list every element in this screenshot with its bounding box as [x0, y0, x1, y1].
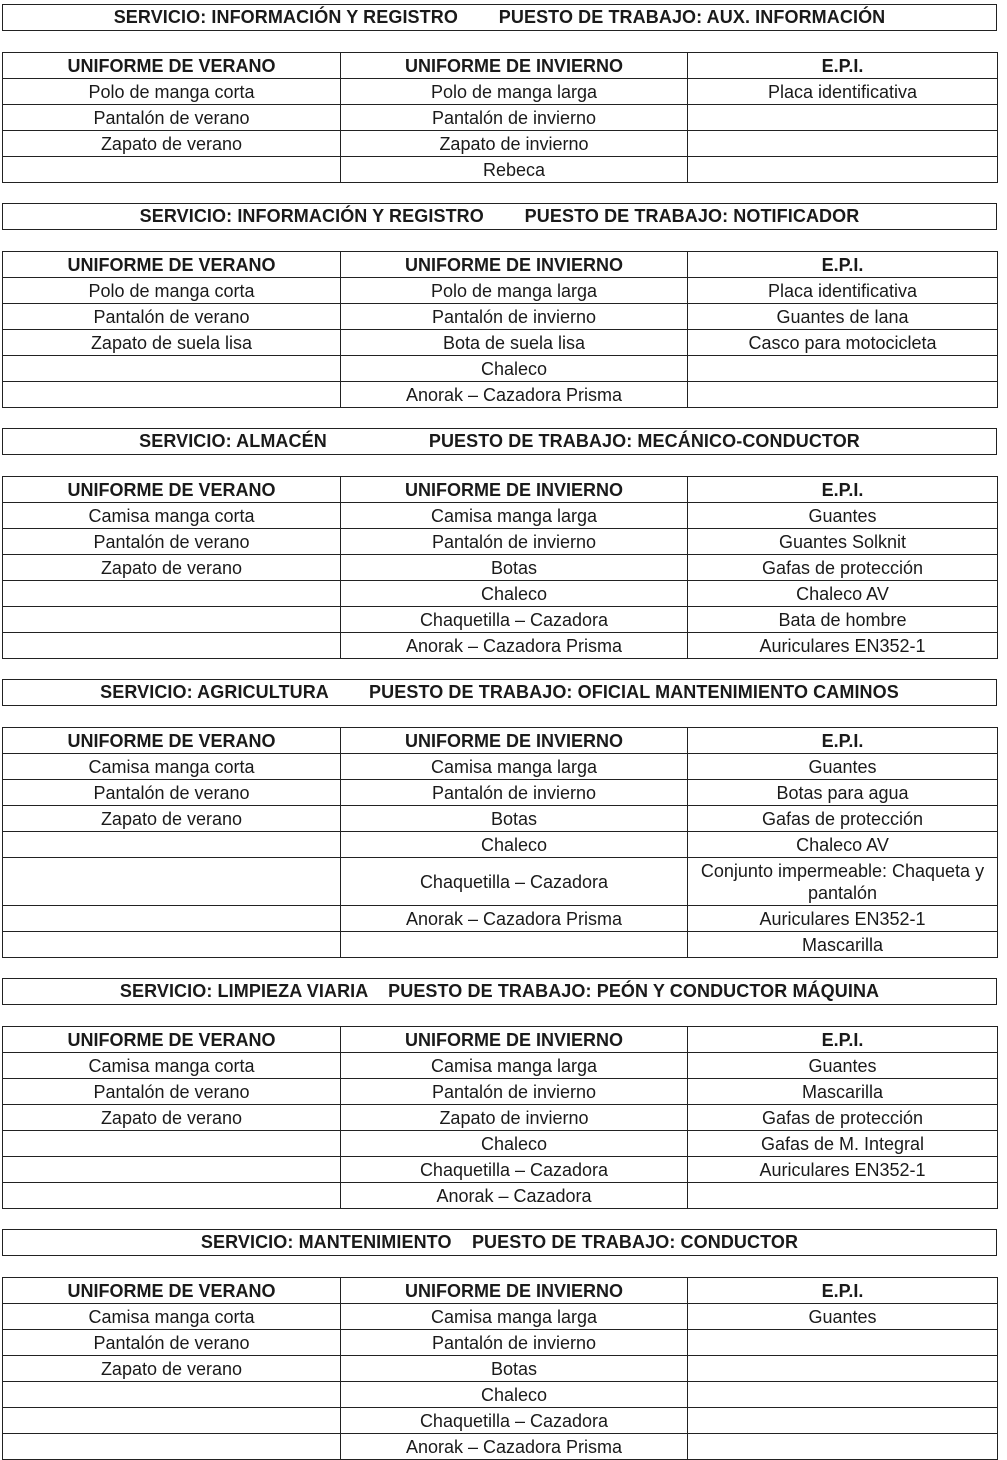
- table-cell: Camisa manga corta: [3, 1304, 341, 1330]
- table-cell: Chaleco AV: [688, 581, 998, 607]
- table-row: [3, 330, 998, 356]
- table-cell: Guantes Solknit: [688, 529, 998, 555]
- table-cell: Polo de manga corta: [3, 79, 341, 105]
- table-cell: Botas para agua: [688, 780, 998, 806]
- table-cell: Polo de manga larga: [341, 278, 688, 304]
- table-cell: Casco para motocicleta: [688, 330, 998, 356]
- table-cell: Pantalón de verano: [3, 1330, 341, 1356]
- table-cell: [3, 1157, 341, 1183]
- table-row: [3, 754, 998, 780]
- table-cell: [3, 382, 341, 408]
- table-row: [3, 382, 998, 408]
- table-row: [3, 79, 998, 105]
- table-cell: [3, 1408, 341, 1434]
- table-cell: [3, 1131, 341, 1157]
- table-cell: Chaleco AV: [688, 832, 998, 858]
- table-cell: [341, 932, 688, 958]
- table-row: [3, 780, 998, 806]
- column-header: UNIFORME DE INVIERNO: [341, 477, 688, 503]
- section-header: SERVICIO: LIMPIEZA VIARIA PUESTO DE TRABAJO: PEÓN Y CONDUCTOR MÁQUINA: [2, 978, 997, 1005]
- table-cell: Camisa manga larga: [341, 1053, 688, 1079]
- table-cell: Zapato de verano: [3, 1105, 341, 1131]
- table-row: [3, 581, 998, 607]
- table-cell: Chaleco: [341, 581, 688, 607]
- table-cell: Zapato de invierno: [341, 1105, 688, 1131]
- table-row: [3, 356, 998, 382]
- equipment-table: [2, 1026, 998, 1209]
- table-cell: Gafas de protección: [688, 555, 998, 581]
- table-cell: Chaleco: [341, 356, 688, 382]
- table-header-row: [3, 728, 998, 754]
- table-cell: [3, 1382, 341, 1408]
- table-cell: Botas: [341, 806, 688, 832]
- table-cell: Zapato de invierno: [341, 131, 688, 157]
- column-header: UNIFORME DE INVIERNO: [341, 252, 688, 278]
- table-row: [3, 1079, 998, 1105]
- table-cell: Anorak – Cazadora Prisma: [341, 1434, 688, 1460]
- table-row: [3, 633, 998, 659]
- table-cell: Zapato de verano: [3, 555, 341, 581]
- table-cell: Camisa manga larga: [341, 503, 688, 529]
- table-cell: Guantes de lana: [688, 304, 998, 330]
- table-row: [3, 932, 998, 958]
- table-header-row: [3, 477, 998, 503]
- table-cell: [688, 1408, 998, 1434]
- table-cell: Pantalón de verano: [3, 304, 341, 330]
- table-cell: Chaquetilla – Cazadora: [341, 1157, 688, 1183]
- table-row: [3, 1105, 998, 1131]
- table-cell: Anorak – Cazadora: [341, 1183, 688, 1209]
- equipment-table: [2, 727, 998, 958]
- section-header: SERVICIO: ALMACÉN PUESTO DE TRABAJO: MECÁNICO-CONDUCTOR: [2, 428, 997, 455]
- table-cell: Pantalón de verano: [3, 1079, 341, 1105]
- table-cell: Bata de hombre: [688, 607, 998, 633]
- table-cell: Botas: [341, 1356, 688, 1382]
- table-cell: [3, 1183, 341, 1209]
- equipment-table: [2, 476, 998, 659]
- table-cell: Chaquetilla – Cazadora: [341, 1408, 688, 1434]
- equipment-section: [2, 978, 997, 1229]
- table-cell: Guantes: [688, 1053, 998, 1079]
- table-cell: Chaleco: [341, 1131, 688, 1157]
- table-cell: [688, 1382, 998, 1408]
- table-cell: [688, 1434, 998, 1460]
- table-row: [3, 607, 998, 633]
- column-header: E.P.I.: [688, 252, 998, 278]
- column-header: E.P.I.: [688, 53, 998, 79]
- table-header-row: [3, 1027, 998, 1053]
- column-header: UNIFORME DE VERANO: [3, 477, 341, 503]
- table-row: [3, 555, 998, 581]
- table-cell: Zapato de suela lisa: [3, 330, 341, 356]
- table-cell: Camisa manga larga: [341, 754, 688, 780]
- table-cell: Auriculares EN352-1: [688, 906, 998, 932]
- table-cell: [688, 1183, 998, 1209]
- table-header-row: [3, 53, 998, 79]
- table-cell: Zapato de verano: [3, 1356, 341, 1382]
- table-row: [3, 1382, 998, 1408]
- table-row: [3, 304, 998, 330]
- table-row: [3, 858, 998, 906]
- section-header: SERVICIO: MANTENIMIENTO PUESTO DE TRABAJO: CONDUCTOR: [2, 1229, 997, 1256]
- column-header: UNIFORME DE INVIERNO: [341, 53, 688, 79]
- table-cell: Anorak – Cazadora Prisma: [341, 633, 688, 659]
- table-cell: [3, 1434, 341, 1460]
- table-row: [3, 1356, 998, 1382]
- table-cell: Pantalón de verano: [3, 529, 341, 555]
- table-cell: Gafas de M. Integral: [688, 1131, 998, 1157]
- table-cell: [3, 932, 341, 958]
- table-header-row: [3, 252, 998, 278]
- equipment-section: [2, 4, 997, 203]
- column-header: UNIFORME DE VERANO: [3, 1027, 341, 1053]
- table-cell: [3, 832, 341, 858]
- table-cell: [3, 157, 341, 183]
- table-cell: Camisa manga larga: [341, 1304, 688, 1330]
- document: [2, 4, 997, 1460]
- table-row: [3, 157, 998, 183]
- column-header: E.P.I.: [688, 1278, 998, 1304]
- table-cell: Chaleco: [341, 832, 688, 858]
- table-cell: Botas: [341, 555, 688, 581]
- table-cell: Camisa manga corta: [3, 754, 341, 780]
- table-cell: [688, 356, 998, 382]
- table-cell: Polo de manga larga: [341, 79, 688, 105]
- table-row: [3, 1304, 998, 1330]
- table-cell: Pantalón de verano: [3, 780, 341, 806]
- table-cell: Gafas de protección: [688, 806, 998, 832]
- table-cell: Zapato de verano: [3, 131, 341, 157]
- section-header: SERVICIO: AGRICULTURA PUESTO DE TRABAJO: OFICIAL MANTENIMIENTO CAMINOS: [2, 679, 997, 706]
- table-cell: [3, 633, 341, 659]
- table-cell: [688, 1330, 998, 1356]
- column-header: E.P.I.: [688, 477, 998, 503]
- table-cell: Auriculares EN352-1: [688, 633, 998, 659]
- table-cell: Camisa manga corta: [3, 503, 341, 529]
- table-cell: Zapato de verano: [3, 806, 341, 832]
- table-cell: Mascarilla: [688, 932, 998, 958]
- table-row: [3, 1131, 998, 1157]
- table-row: [3, 503, 998, 529]
- table-row: [3, 1408, 998, 1434]
- table-cell: Pantalón de invierno: [341, 105, 688, 131]
- table-cell: Placa identificativa: [688, 79, 998, 105]
- column-header: E.P.I.: [688, 728, 998, 754]
- column-header: UNIFORME DE VERANO: [3, 728, 341, 754]
- table-cell: Chaquetilla – Cazadora: [341, 858, 688, 906]
- table-cell: Placa identificativa: [688, 278, 998, 304]
- table-cell: [688, 157, 998, 183]
- equipment-section: [2, 428, 997, 679]
- table-cell: Pantalón de invierno: [341, 780, 688, 806]
- table-row: [3, 1330, 998, 1356]
- equipment-section: [2, 203, 997, 428]
- table-cell: Pantalón de invierno: [341, 1079, 688, 1105]
- table-cell: [688, 105, 998, 131]
- table-row: [3, 529, 998, 555]
- table-row: [3, 1053, 998, 1079]
- equipment-table: [2, 52, 998, 183]
- table-header-row: [3, 1278, 998, 1304]
- table-row: [3, 1157, 998, 1183]
- column-header: E.P.I.: [688, 1027, 998, 1053]
- table-cell: Auriculares EN352-1: [688, 1157, 998, 1183]
- table-cell: Guantes: [688, 754, 998, 780]
- table-cell: Pantalón de verano: [3, 105, 341, 131]
- table-cell: [3, 356, 341, 382]
- table-cell: Camisa manga corta: [3, 1053, 341, 1079]
- table-cell: Pantalón de invierno: [341, 304, 688, 330]
- equipment-section: [2, 1229, 997, 1460]
- table-cell: Pantalón de invierno: [341, 1330, 688, 1356]
- table-cell: Anorak – Cazadora Prisma: [341, 382, 688, 408]
- equipment-table: [2, 251, 998, 408]
- table-row: [3, 1183, 998, 1209]
- table-cell: Mascarilla: [688, 1079, 998, 1105]
- table-row: [3, 832, 998, 858]
- table-cell: Chaleco: [341, 1382, 688, 1408]
- column-header: UNIFORME DE VERANO: [3, 1278, 341, 1304]
- table-row: [3, 806, 998, 832]
- column-header: UNIFORME DE VERANO: [3, 53, 341, 79]
- table-row: [3, 105, 998, 131]
- column-header: UNIFORME DE VERANO: [3, 252, 341, 278]
- table-cell: Rebeca: [341, 157, 688, 183]
- table-cell: Chaquetilla – Cazadora: [341, 607, 688, 633]
- table-cell: [688, 382, 998, 408]
- table-cell: Guantes: [688, 503, 998, 529]
- section-header: SERVICIO: INFORMACIÓN Y REGISTRO PUESTO DE TRABAJO: AUX. INFORMACIÓN: [2, 4, 997, 31]
- column-header: UNIFORME DE INVIERNO: [341, 1027, 688, 1053]
- table-cell: [3, 858, 341, 906]
- table-cell: Conjunto impermeable: Chaqueta y pantalón: [688, 858, 998, 906]
- table-cell: [3, 581, 341, 607]
- column-header: UNIFORME DE INVIERNO: [341, 1278, 688, 1304]
- table-row: [3, 131, 998, 157]
- table-row: [3, 1434, 998, 1460]
- table-cell: Polo de manga corta: [3, 278, 341, 304]
- table-row: [3, 278, 998, 304]
- table-cell: Pantalón de invierno: [341, 529, 688, 555]
- column-header: UNIFORME DE INVIERNO: [341, 728, 688, 754]
- section-header: SERVICIO: INFORMACIÓN Y REGISTRO PUESTO DE TRABAJO: NOTIFICADOR: [2, 203, 997, 230]
- table-cell: [688, 131, 998, 157]
- equipment-section: [2, 679, 997, 978]
- table-cell: [688, 1356, 998, 1382]
- table-cell: Bota de suela lisa: [341, 330, 688, 356]
- equipment-table: [2, 1277, 998, 1460]
- table-cell: [3, 906, 341, 932]
- table-cell: Guantes: [688, 1304, 998, 1330]
- table-cell: Gafas de protección: [688, 1105, 998, 1131]
- table-row: [3, 906, 998, 932]
- table-cell: [3, 607, 341, 633]
- table-cell: Anorak – Cazadora Prisma: [341, 906, 688, 932]
